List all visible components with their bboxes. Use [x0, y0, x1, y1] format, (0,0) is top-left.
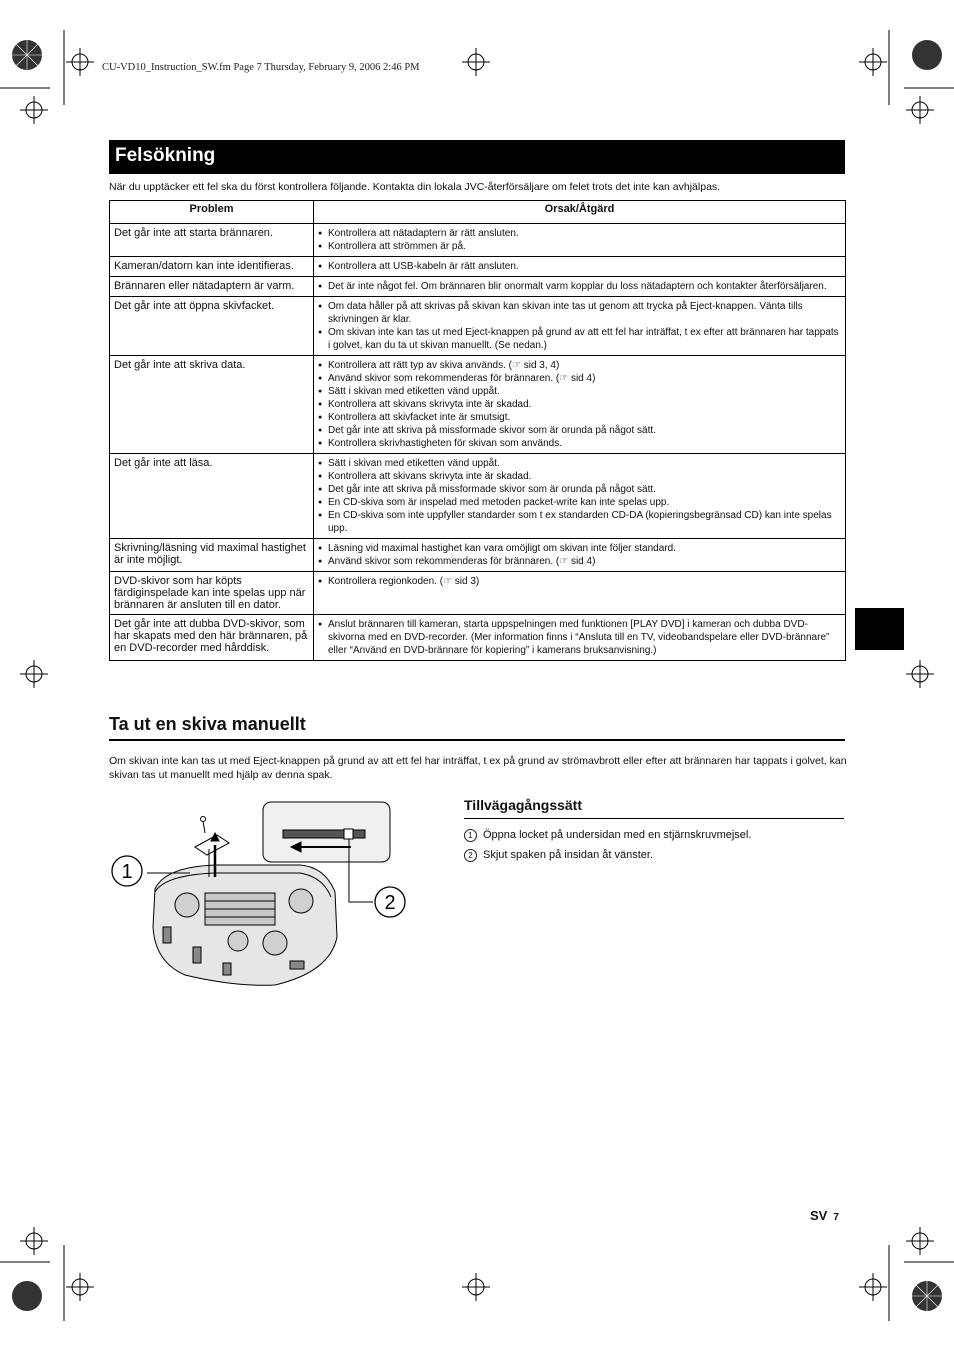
solution-item: ● Kontrollera att rätt typ av skiva används. (☞ sid 3, 4) [318, 359, 841, 372]
solution-cell [314, 224, 846, 257]
page-footer [810, 1208, 839, 1223]
table-row [110, 224, 846, 257]
solution-item: ● Använd skivor som rekommenderas för brännaren. (☞ sid 4) [318, 372, 841, 385]
solution-cell [314, 257, 846, 277]
solution-cell [314, 615, 846, 661]
solution-item: ● Använd skivor som rekommenderas för brännaren. (☞ sid 4) [318, 555, 841, 568]
solution-cell [314, 297, 846, 356]
chapter-tab [855, 608, 904, 650]
solution-item: ● Det går inte att skriva på missformade skivor som är orunda på något sätt. [318, 424, 841, 437]
solution-cell [314, 572, 846, 615]
section-intro: När du upptäcker ett fel ska du först kontrollera följande. Kontakta din lokala JVC-återförsäljare om felet trots det inte kan avhjälpas. [109, 181, 721, 193]
step-number-1: 1 [464, 829, 477, 842]
table-row [110, 615, 846, 661]
problem-cell: Kameran/datorn kan inte identifieras. [110, 257, 314, 277]
solution-cell [314, 277, 846, 297]
problem-cell: Skrivning/läsning vid maximal hastighet är inte möjligt. [110, 539, 314, 572]
solution-cell [314, 539, 846, 572]
solution-item: ● Det är inte något fel. Om brännaren blir onormalt varm kopplar du loss nätadaptern och kontakter återförsäljaren. [318, 280, 841, 293]
step-number-2: 2 [464, 849, 477, 862]
solution-list [318, 575, 841, 588]
table-row [110, 572, 846, 615]
solution-list [318, 300, 841, 352]
solution-list [318, 359, 841, 450]
section-title-manual-eject: Ta ut en skiva manuellt [109, 714, 306, 734]
table-row [110, 277, 846, 297]
solution-item: ● Anslut brännaren till kameran, starta uppspelningen med funktionen [PLAY DVD] i kameran och dubba DVD-skivorna med en DVD-recorder. (Mer information finns i “Ansluta till en TV, videobandspelare eller DVD-brännare” eller “Använd en DVD-brännare för kopiering” i kamerans bruksanvisning.) [318, 618, 841, 657]
column-header-cause: Orsak/Åtgärd [314, 201, 846, 224]
problem-cell: Det går inte att skriva data. [110, 356, 314, 454]
procedure-step-1 [464, 828, 751, 842]
solution-item: ● En CD-skiva som är inspelad med metoden packet-write kan inte spelas upp. [318, 496, 841, 509]
problem-cell: Det går inte att öppna skivfacket. [110, 297, 314, 356]
problem-cell: Brännaren eller nätadaptern är varm. [110, 277, 314, 297]
callout-1-label: 1 [121, 861, 133, 883]
language-code: SV [810, 1208, 828, 1223]
solution-list [318, 227, 841, 253]
problem-cell: DVD-skivor som har köpts färdiginspelade kan inte spelas upp när brännaren är ansluten till en dator. [110, 572, 314, 615]
solution-item: ● Kontrollera att USB-kabeln är rätt ansluten. [318, 260, 841, 273]
solution-item: ● Kontrollera att skivfacket inte är smutsigt. [318, 411, 841, 424]
problem-cell: Det går inte att dubba DVD-skivor, som har skapats med den här brännaren, på en DVD-recorder med hårddisk. [110, 615, 314, 661]
column-header-problem: Problem [110, 201, 314, 224]
table-row [110, 257, 846, 277]
problem-cell: Det går inte att starta brännaren. [110, 224, 314, 257]
procedure-rule [464, 818, 844, 819]
table-row [110, 297, 846, 356]
table-row [110, 356, 846, 454]
procedure-step-2 [464, 848, 653, 862]
step-text-1: Öppna locket på undersidan med en stjärnskruvmejsel. [483, 829, 752, 841]
solution-item: ● Sätt i skivan med etiketten vänd uppåt. [318, 385, 841, 398]
solution-cell [314, 356, 846, 454]
solution-item: ● Kontrollera att strömmen är på. [318, 240, 841, 253]
solution-item: ● Kontrollera att nätadaptern är rätt ansluten. [318, 227, 841, 240]
solution-item: ● En CD-skiva som inte uppfyller standarder som t ex standarden CD-DA (kopieringsbegränsad CD) kan inte spelas upp. [318, 509, 841, 535]
solution-item: ● Kontrollera skrivhastigheten för skivan som används. [318, 437, 841, 450]
section-title-felsokning: Felsökning [109, 140, 845, 174]
solution-item: ● Läsning vid maximal hastighet kan vara omöjligt om skivan inte följer standard. [318, 542, 841, 555]
problem-cell: Det går inte att läsa. [110, 454, 314, 539]
table-row [110, 454, 846, 539]
page-number: 7 [833, 1212, 839, 1223]
solution-item: ● Kontrollera regionkoden. (☞ sid 3) [318, 575, 841, 588]
solution-list [318, 260, 841, 273]
solution-list [318, 457, 841, 535]
solution-list [318, 280, 841, 293]
solution-item: ● Om skivan inte kan tas ut med Eject-knappen på grund av att ett fel har inträffat, t ex efter att brännaren har tappats i golvet, kan du ta ut skivan manuellt. (Se nedan.) [318, 326, 841, 352]
solution-item: ● Kontrollera att skivans skrivyta inte är skadad. [318, 470, 841, 483]
solution-cell [314, 454, 846, 539]
solution-item: ● Sätt i skivan med etiketten vänd uppåt. [318, 457, 841, 470]
solution-item: ● Om data håller på att skrivas på skivan kan skivan inte tas ut genom att trycka på Eject-knappen. Vänta tills skrivningen är klar. [318, 300, 841, 326]
step-text-2: Skjut spaken på insidan åt vänster. [483, 849, 653, 861]
manual-eject-illustration [105, 797, 425, 997]
callout-2-label: 2 [384, 892, 396, 914]
troubleshooting-table [109, 200, 846, 661]
file-info-line: CU-VD10_Instruction_SW.fm Page 7 Thursday, February 9, 2006 2:46 PM [102, 62, 420, 73]
table-row [110, 539, 846, 572]
solution-list [318, 618, 841, 657]
solution-item: ● Kontrollera att skivans skrivyta inte är skadad. [318, 398, 841, 411]
manual-eject-intro: Om skivan inte kan tas ut med Eject-knappen på grund av att ett fel har inträffat, t ex på grund av strömavbrott eller efter att brännaren har tappats i golvet, kan skivan tas ut manuellt med hjälp av denna spak. [109, 755, 847, 781]
procedure-title: Tillvägagångssätt [464, 797, 583, 813]
section-rule [109, 739, 845, 741]
solution-item: ● Det går inte att skriva på missformade skivor som är orunda på något sätt. [318, 483, 841, 496]
solution-list [318, 542, 841, 568]
